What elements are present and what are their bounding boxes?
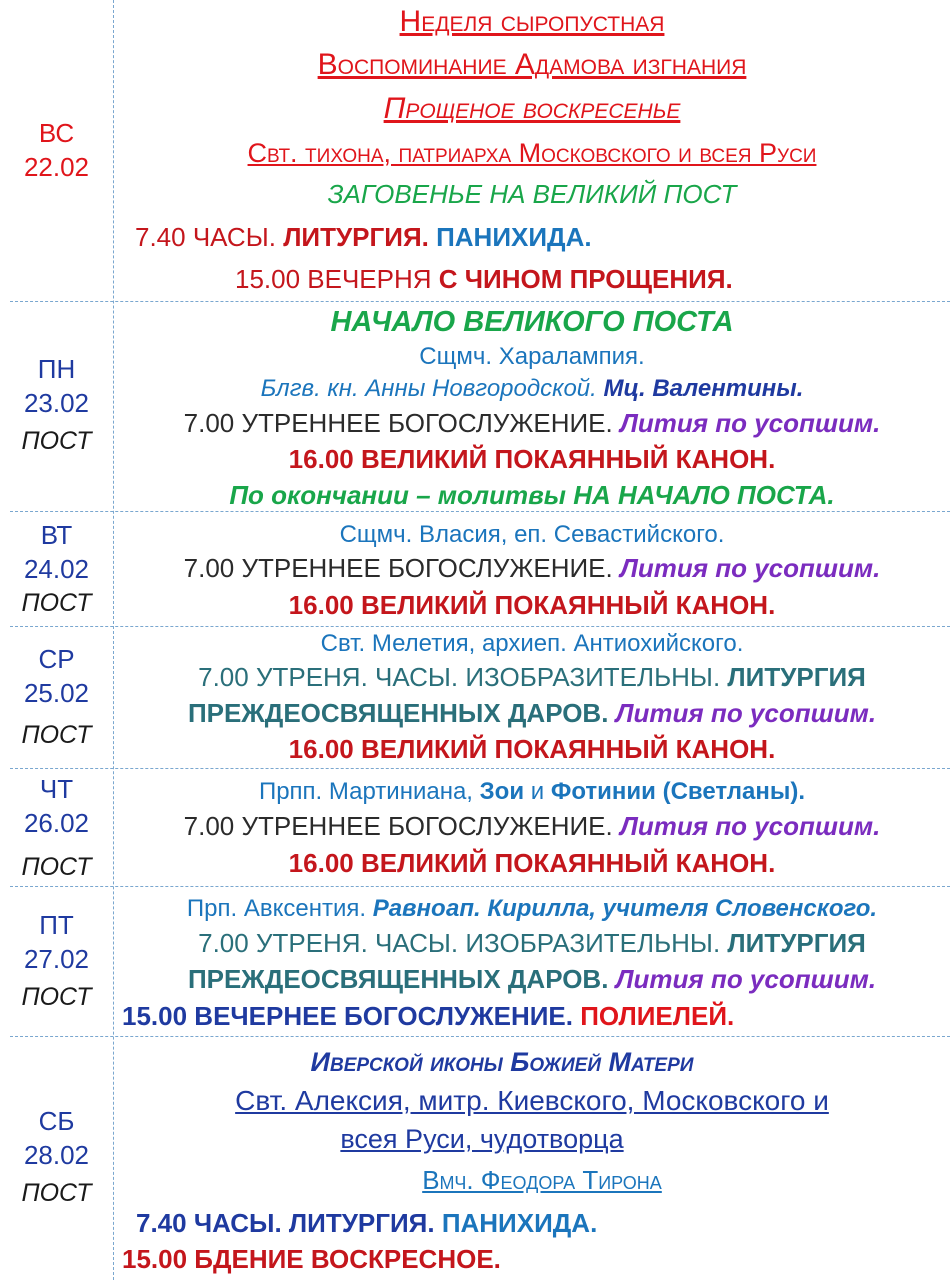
- fast-label: ПОСТ: [21, 853, 92, 881]
- date: 25.02: [23, 678, 90, 708]
- service-liturgy: ЛИТУРГИЯ: [727, 662, 866, 692]
- row-divider: [10, 886, 950, 887]
- service-line: [235, 262, 733, 296]
- fast-label: ПОСТ: [21, 983, 92, 1011]
- service-matins: 7.00 УТРЕННЕЕ БОГОСЛУЖЕНИЕ.: [183, 553, 613, 583]
- icon-feast: Иверской иконы Божией Матери: [310, 1047, 694, 1077]
- saints-line: [114, 892, 950, 926]
- service-litiya: Лития по усопшим.: [619, 811, 881, 841]
- service-vespers: 15.00 ВЕЧЕРНЕЕ БОГОСЛУЖЕНИЕ.: [122, 1001, 573, 1031]
- weekday: ВС: [38, 118, 75, 148]
- conjunction: и: [530, 778, 545, 805]
- weekday: СБ: [38, 1106, 75, 1136]
- service-time: 16.00: [288, 848, 354, 878]
- saint-cyril: Равноап. Кирилла, учителя Словенского.: [372, 895, 878, 922]
- service-line: [114, 962, 950, 996]
- service-line: [114, 846, 950, 880]
- saint-photinia: Фотинии (Светланы).: [550, 778, 806, 805]
- day-label-saturday: [0, 1104, 113, 1210]
- weekday: ЧТ: [39, 774, 74, 804]
- weekday: ПН: [37, 354, 76, 384]
- saint-alexis: Свт. Алексия, митр. Киевского, Московского и: [235, 1085, 829, 1116]
- service-canon: ВЕЛИКИЙ ПОКАЯННЫЙ КАНОН.: [360, 848, 776, 878]
- saints-line: [114, 775, 950, 809]
- service-litiya: Лития по усопшим.: [619, 553, 881, 583]
- service-line: [135, 220, 592, 254]
- day-label-friday: [0, 908, 113, 1014]
- service-forgiveness: С ЧИНОМ ПРОЩЕНИЯ.: [438, 264, 733, 294]
- service-line: [114, 551, 950, 585]
- service-line: [114, 696, 950, 730]
- service-liturgy: ЛИТУРГИЯ.: [283, 222, 429, 252]
- service-panikhida: ПАНИХИДА.: [441, 1208, 598, 1238]
- service-liturgy: 7.40 ЧАСЫ. ЛИТУРГИЯ.: [136, 1208, 435, 1238]
- fast-announcement: ЗАГОВЕНЬЕ НА ВЕЛИКИЙ ПОСТ: [327, 179, 737, 209]
- service-line: [114, 809, 950, 843]
- saint-theodore: Вмч. Феодора Тирона: [422, 1165, 662, 1195]
- date: 27.02: [23, 944, 90, 974]
- saint-commemoration: Свт. Мелетия, архиеп. Антиохийского.: [320, 630, 744, 657]
- feast-subtitle: Воспоминание Адамова изгнания: [317, 48, 747, 81]
- service-liturgy: ЛИТУРГИЯ: [727, 928, 866, 958]
- row-divider: [10, 1036, 950, 1037]
- service-line: [114, 442, 950, 476]
- date: 23.02: [23, 388, 90, 418]
- fast-label: ПОСТ: [21, 589, 92, 617]
- service-matins: 7.00 УТРЕННЕЕ БОГОСЛУЖЕНИЕ.: [183, 811, 613, 841]
- service-vigil: 15.00 БДЕНИЕ ВОСКРЕСНОЕ.: [122, 1244, 501, 1274]
- row-divider: [10, 301, 950, 302]
- service-presanctified: ПРЕЖДЕОСВЯЩЕННЫХ ДАРОВ.: [187, 964, 609, 994]
- date: 26.02: [23, 808, 90, 838]
- service-line: [114, 406, 950, 440]
- service-hours: 7.00 УТРЕНЯ. ЧАСЫ. ИЗОБРАЗИТЕЛЬНЫ.: [198, 662, 721, 692]
- saint-anna: Блгв. кн. Анны Новгородской.: [260, 375, 597, 402]
- fast-label: ПОСТ: [21, 721, 92, 749]
- service-line: [114, 660, 950, 694]
- saint-valentina: Мц. Валентины.: [603, 375, 804, 402]
- weekday: СР: [38, 644, 75, 674]
- service-canon: ВЕЛИКИЙ ПОКАЯННЫЙ КАНОН.: [360, 734, 776, 764]
- day-label-sunday: [0, 116, 113, 184]
- day-label-tuesday: [0, 518, 113, 620]
- service-litiya: Лития по усопшим.: [619, 408, 881, 438]
- saints-line: [114, 372, 950, 406]
- service-hours: 7.00 УТРЕНЯ. ЧАСЫ. ИЗОБРАЗИТЕЛЬНЫ.: [198, 928, 721, 958]
- service-time: 16.00: [288, 734, 354, 764]
- day-label-wednesday: [0, 642, 113, 752]
- feast-title: Неделя сыропустная: [399, 5, 665, 38]
- service-matins: 7.00 УТРЕННЕЕ БОГОСЛУЖЕНИЕ.: [183, 408, 613, 438]
- weekday: ПТ: [39, 910, 74, 940]
- service-note: По окончании – молитвы НА НАЧАЛО ПОСТА.: [229, 480, 835, 510]
- saint-auxentius: Прп. Авксентия.: [186, 895, 367, 922]
- saint-commemoration: Сщмч. Власия, еп. Севастийского.: [339, 521, 725, 548]
- service-panikhida: ПАНИХИДА.: [436, 222, 592, 252]
- feast-name: Прощеное воскресенье: [383, 92, 681, 125]
- service-line: [114, 732, 950, 766]
- date: 22.02: [23, 152, 90, 182]
- saint-commemoration: Сщмч. Харалампия.: [419, 343, 645, 370]
- saint-alexis-cont: всея Руси, чудотворца: [340, 1124, 624, 1154]
- service-vespers: 15.00 ВЕЧЕРНЯ: [235, 264, 432, 294]
- service-time: 16.00: [288, 444, 354, 474]
- date: 28.02: [23, 1140, 90, 1170]
- service-presanctified: ПРЕЖДЕОСВЯЩЕННЫХ ДАРОВ.: [187, 698, 609, 728]
- service-line: [136, 1206, 597, 1240]
- saint-zoe: Зои: [479, 778, 525, 805]
- service-time: 16.00: [288, 590, 354, 620]
- service-canon: ВЕЛИКИЙ ПОКАЯННЫЙ КАНОН.: [360, 444, 776, 474]
- service-polyeleos: ПОЛИЕЛЕЙ.: [580, 1001, 735, 1031]
- service-line: [122, 999, 734, 1033]
- service-litiya: Лития по усопшим.: [615, 698, 877, 728]
- weekday: ВТ: [40, 520, 73, 550]
- day-label-thursday: [0, 772, 113, 884]
- service-time: 7.40 ЧАСЫ.: [135, 222, 276, 252]
- saint-commemoration: Свт. тихона, патриарха Московского и всея Руси: [247, 138, 817, 168]
- lent-start-title: НАЧАЛО ВЕЛИКОГО ПОСТА: [330, 306, 734, 338]
- date: 24.02: [23, 554, 90, 584]
- day-label-monday: [0, 352, 113, 458]
- saint-martinian: Прпп. Мартиниана,: [258, 778, 473, 805]
- service-litiya: Лития по усопшим.: [615, 964, 877, 994]
- fast-label: ПОСТ: [21, 1179, 92, 1207]
- service-line: [114, 588, 950, 622]
- fast-label: ПОСТ: [21, 427, 92, 455]
- service-line: [114, 926, 950, 960]
- row-divider: [10, 768, 950, 769]
- service-canon: ВЕЛИКИЙ ПОКАЯННЫЙ КАНОН.: [360, 590, 776, 620]
